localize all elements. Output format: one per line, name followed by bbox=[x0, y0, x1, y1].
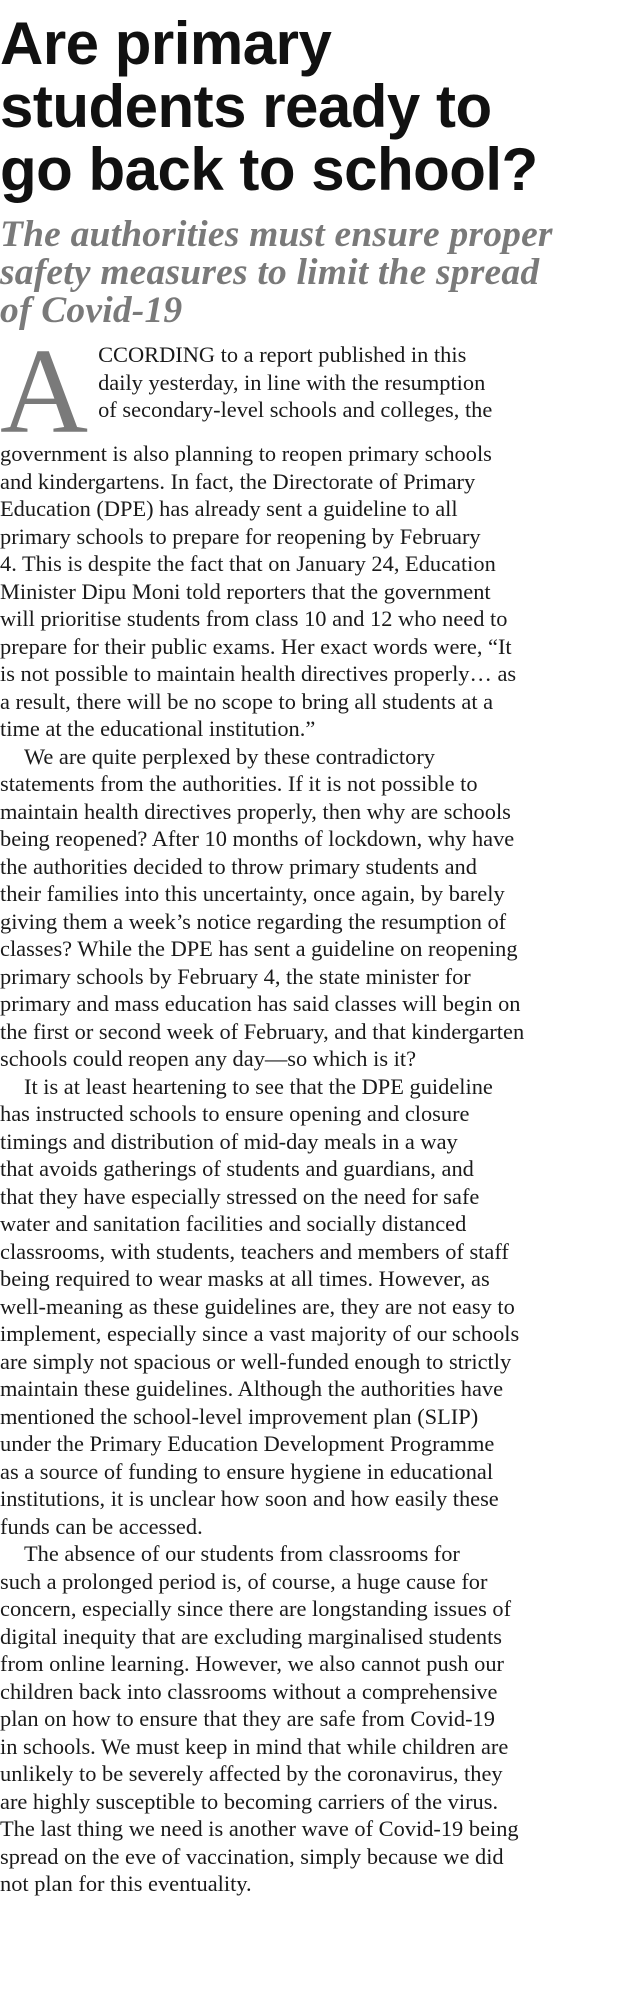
body-line: primary and mass education has said classes will begin on bbox=[0, 991, 521, 1016]
body-line: and kindergartens. In fact, the Directorate of Primary bbox=[0, 468, 476, 494]
body-line: implement, especially since a vast majority of our schools bbox=[0, 1321, 520, 1346]
body-line: classrooms, with students, teachers and members of staff bbox=[0, 1238, 509, 1264]
body-line: children back into classrooms without a comprehensive bbox=[0, 1678, 498, 1704]
body-line: It is at least heartening to see that the DPE guideline bbox=[24, 1073, 493, 1099]
body-line: 4. This is despite the fact that on January 24, Education bbox=[0, 551, 496, 576]
body-line: primary schools to prepare for reopening by February bbox=[0, 523, 481, 549]
body-line: the first or second week of February, and that kindergarten bbox=[0, 1018, 525, 1044]
body-line: maintain these guidelines. Although the authorities have bbox=[0, 1376, 504, 1401]
body-line: that avoids gatherings of students and guardians, and bbox=[0, 1156, 474, 1181]
body-line: statements from the authorities. If it is not possible to bbox=[0, 771, 478, 796]
body-line: concern, especially since there are longstanding issues of bbox=[0, 1596, 512, 1621]
body-line: of secondary-level schools and colleges, the bbox=[98, 397, 493, 422]
body-line: spread on the eve of vaccination, simply because we did bbox=[0, 1843, 504, 1869]
body-line: a result, there will be no scope to bring all students at a bbox=[0, 688, 494, 714]
paragraph-2 bbox=[0, 743, 629, 1073]
paragraph-1 bbox=[0, 324, 629, 743]
body-line: The absence of our students from classrooms for bbox=[24, 1541, 460, 1566]
body-line: unlikely to be severely affected by the coronavirus, they bbox=[0, 1761, 503, 1786]
body-line: daily yesterday, in line with the resumption bbox=[98, 369, 486, 395]
body-line: that they have especially stressed on the need for safe bbox=[0, 1183, 480, 1209]
standfirst-line: safety measures to limit the spread bbox=[0, 252, 540, 293]
body-line: government is also planning to reopen primary schools bbox=[0, 441, 492, 466]
body-line: will prioritise students from class 10 and 12 who need to bbox=[0, 606, 508, 631]
body-line: being required to wear masks at all times. However, as bbox=[0, 1266, 490, 1291]
body-line: Education (DPE) has already sent a guideline to all bbox=[0, 496, 458, 521]
article-body bbox=[0, 324, 629, 1898]
body-line: mentioned the school-level improvement plan (SLIP) bbox=[0, 1403, 479, 1429]
headline-line: students ready to bbox=[0, 73, 492, 140]
body-line: institutions, it is unclear how soon and how easily these bbox=[0, 1486, 499, 1511]
body-line: as a source of funding to ensure hygiene in educational bbox=[0, 1458, 494, 1484]
body-line: timings and distribution of mid-day meals in a way bbox=[0, 1128, 458, 1154]
headline-line: go back to school? bbox=[0, 136, 538, 203]
body-line: has instructed schools to ensure opening and closure bbox=[0, 1101, 470, 1126]
paragraph-4 bbox=[0, 1540, 629, 1898]
headline bbox=[0, 12, 629, 201]
body-line: from online learning. However, we also cannot push our bbox=[0, 1651, 504, 1676]
body-line: We are quite perplexed by these contradictory bbox=[24, 743, 436, 769]
body-line: well-meaning as these guidelines are, they are not easy to bbox=[0, 1293, 515, 1319]
body-line: CCORDING to a report published in this bbox=[98, 342, 467, 367]
body-line: giving them a week’s notice regarding the resumption of bbox=[0, 908, 507, 934]
standfirst-line: of Covid-19 bbox=[0, 290, 183, 331]
body-line: prepare for their public exams. Her exact words were, “It bbox=[0, 633, 512, 659]
body-line: time at the educational institution.” bbox=[0, 716, 316, 741]
body-line: schools could reopen any day—so which is it? bbox=[0, 1046, 417, 1071]
body-line: water and sanitation facilities and socially distanced bbox=[0, 1211, 467, 1236]
body-line: The last thing we need is another wave of Covid-19 being bbox=[0, 1816, 519, 1841]
body-line: under the Primary Education Development Programme bbox=[0, 1431, 495, 1456]
drop-cap: A bbox=[0, 324, 89, 459]
body-line: is not possible to maintain health directives properly… as bbox=[0, 661, 517, 686]
body-line: primary schools by February 4, the state minister for bbox=[0, 963, 471, 989]
standfirst-line: The authorities must ensure proper bbox=[0, 214, 553, 255]
body-line: are highly susceptible to becoming carriers of the virus. bbox=[0, 1788, 499, 1814]
body-line: plan on how to ensure that they are safe from Covid-19 bbox=[0, 1706, 495, 1731]
body-line: their families into this uncertainty, once again, by barely bbox=[0, 881, 505, 906]
body-line: are simply not spacious or well-funded enough to strictly bbox=[0, 1348, 512, 1374]
body-line: classes? While the DPE has sent a guideline on reopening bbox=[0, 936, 518, 961]
body-line: being reopened? After 10 months of lockdown, why have bbox=[0, 826, 515, 851]
body-line: Minister Dipu Moni told reporters that the government bbox=[0, 578, 491, 604]
paragraph-3 bbox=[0, 1073, 629, 1541]
body-line: funds can be accessed. bbox=[0, 1513, 203, 1539]
body-line: digital inequity that are excluding marginalised students bbox=[0, 1623, 503, 1649]
body-line: the authorities decided to throw primary students and bbox=[0, 853, 477, 879]
body-line: in schools. We must keep in mind that while children are bbox=[0, 1733, 509, 1759]
body-line: not plan for this eventuality. bbox=[0, 1871, 252, 1896]
body-line: maintain health directives properly, then why are schools bbox=[0, 798, 511, 824]
standfirst bbox=[0, 216, 629, 330]
body-line: such a prolonged period is, of course, a huge cause for bbox=[0, 1568, 488, 1594]
headline-line: Are primary bbox=[0, 10, 332, 77]
